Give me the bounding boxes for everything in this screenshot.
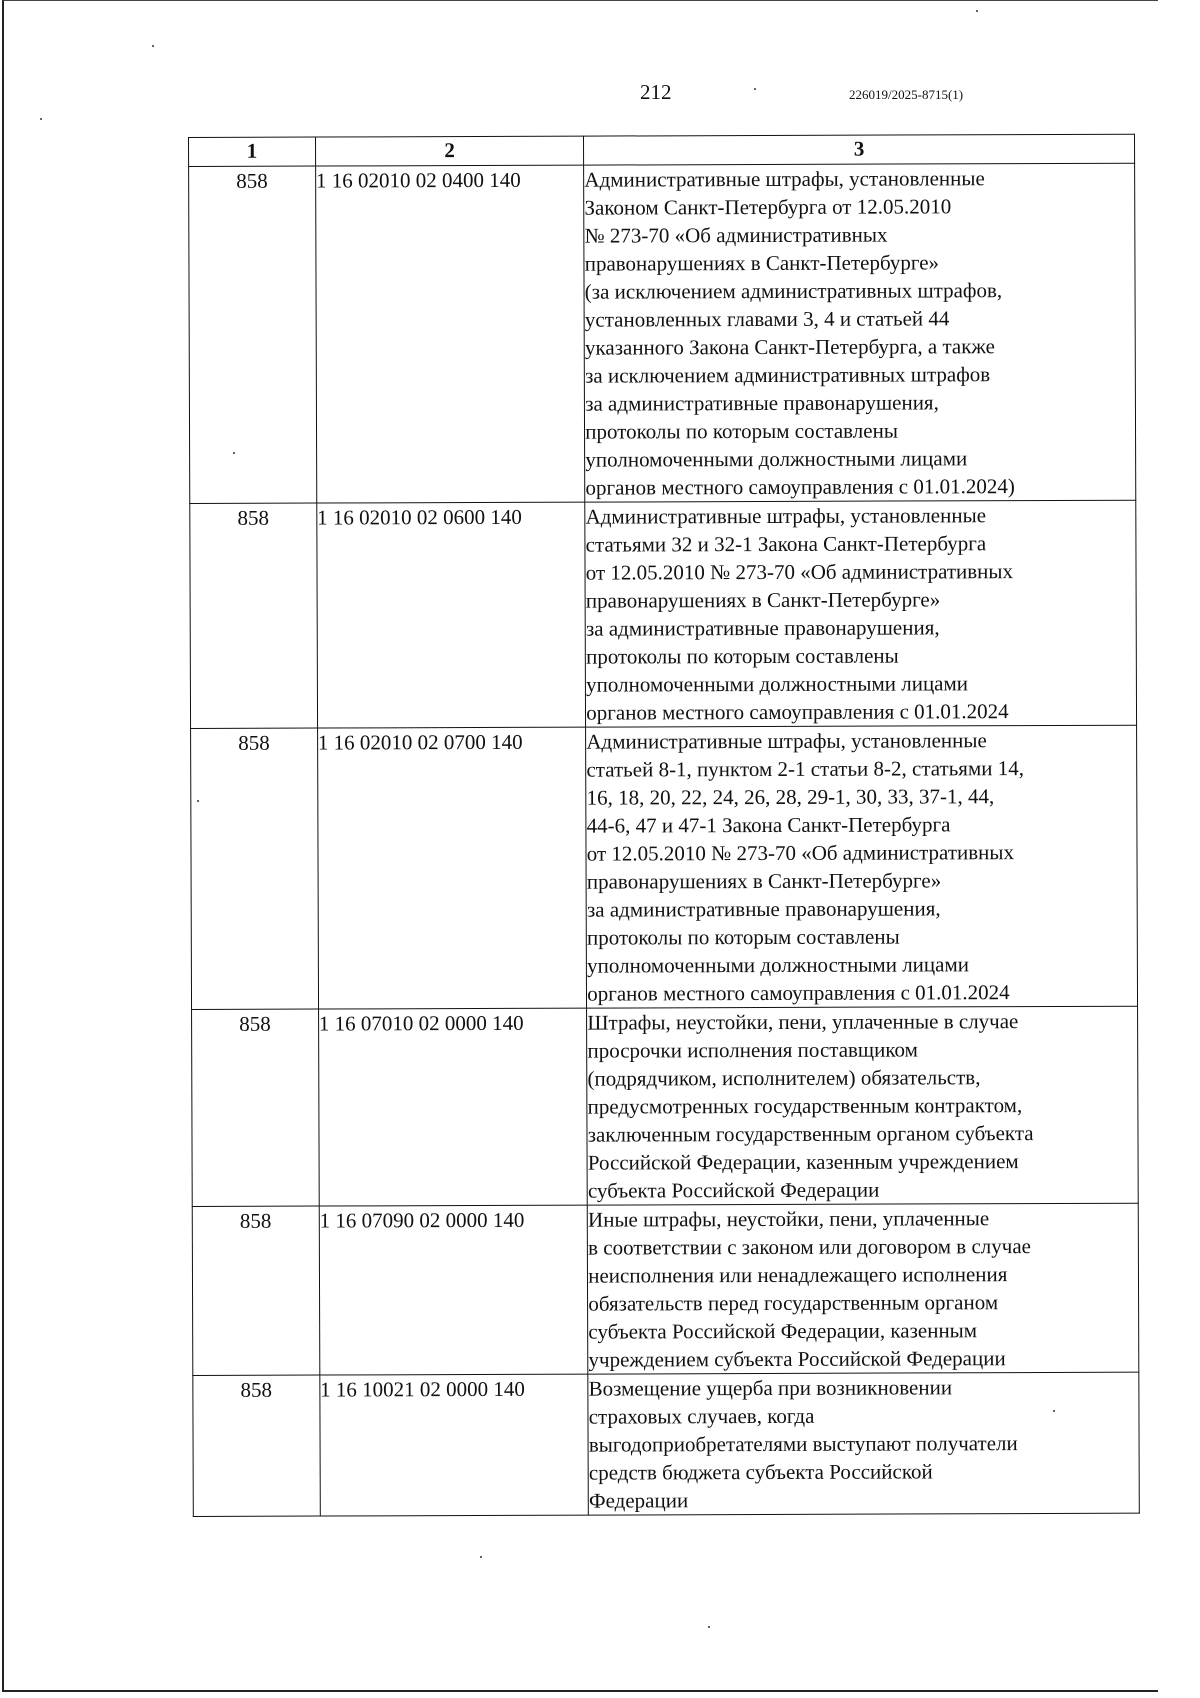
table-row (192, 1006, 1139, 1206)
description-line: заключенным государственным органом субъекта (587, 1121, 1034, 1147)
description-line: Административные штрафы, установленные (584, 166, 985, 192)
page-number: 212 (640, 80, 672, 104)
document-reference: 226019/2025-8715(1) (849, 87, 964, 102)
description-line: протоколы по которым составлены (586, 924, 900, 950)
description-line: 44-6, 47 и 47-1 Закона Санкт-Петербурга (586, 812, 951, 838)
column-header: 2 (315, 136, 584, 166)
description-line: (за исключением административных штрафов, (584, 278, 1003, 304)
description-line: № 273-70 «Об административных (584, 222, 888, 248)
table-row (193, 1372, 1139, 1516)
scan-speck (708, 1626, 710, 1628)
budget-code-cell: 1 16 02010 02 0700 140 (317, 727, 586, 1009)
description-line: за исключением административных штрафов (585, 362, 991, 388)
table-row (191, 725, 1138, 1009)
description-line: за административные правонарушения, (585, 615, 940, 641)
description-line: от 12.05.2010 № 273-70 «Об административных (586, 840, 1015, 866)
description-line: правонарушениях в Санкт-Петербурге» (586, 868, 942, 894)
description-line: (подрядчиком, исполнителем) обязательств, (587, 1065, 981, 1091)
table-row (190, 500, 1137, 728)
scan-speck (480, 1556, 482, 1558)
description-line: страховых случаев, когда (588, 1403, 815, 1429)
description-line: статьями 32 и 32-1 Закона Санкт-Петербурга (585, 531, 987, 557)
admin-code-cell: 858 (192, 1206, 319, 1375)
description-line: статьей 8-1, пунктом 2-1 статьи 8-2, статьями 14, (586, 756, 1024, 782)
description-line: просрочки исполнения поставщиком (587, 1037, 918, 1063)
description-line: указанного Закона Санкт-Петербурга, а также (584, 334, 995, 360)
budget-code-cell: 1 16 10021 02 0000 140 (320, 1374, 589, 1516)
description-line: предусмотренных государственным контрактом, (587, 1093, 1023, 1119)
description-cell (585, 500, 1137, 727)
admin-code-cell: 858 (189, 166, 317, 503)
description-line: Федерации (588, 1488, 689, 1513)
description-line: средств бюджета субъекта Российской (588, 1459, 933, 1485)
description-line: Российской Федерации, казенным учреждением (587, 1149, 1019, 1175)
description-line: за административные правонарушения, (586, 896, 941, 922)
description-line: учреждением субъекта Российской Федерации (588, 1346, 1006, 1372)
admin-code-cell: 858 (193, 1375, 320, 1516)
description-line: обязательств перед государственным органом (588, 1290, 999, 1316)
description-line: неисполнения или ненадлежащего исполнения (588, 1262, 1008, 1288)
description-cell (588, 1372, 1139, 1515)
admin-code-cell: 858 (190, 503, 318, 728)
description-line: правонарушениях в Санкт-Петербурге» (585, 587, 941, 613)
description-line: уполномоченными должностными лицами (586, 671, 969, 697)
description-line: уполномоченными должностными лицами (585, 446, 968, 472)
description-cell (587, 1006, 1138, 1205)
column-header: 1 (189, 137, 316, 166)
budget-code-cell: 1 16 07090 02 0000 140 (319, 1205, 588, 1375)
description-line: от 12.05.2010 № 273-70 «Об административных (585, 559, 1014, 585)
scan-speck (152, 45, 154, 47)
budget-classification-table (188, 134, 1140, 1517)
description-line: за административные правонарушения, (585, 390, 939, 416)
description-line: органов местного самоуправления с 01.01.2024) (585, 474, 1015, 500)
table-row (192, 1203, 1139, 1375)
description-line: Возмещение ущерба при возникновении (588, 1375, 953, 1401)
description-line: органов местного самоуправления с 01.01.2024 (587, 980, 1010, 1006)
description-line: уполномоченными должностными лицами (587, 952, 970, 978)
description-cell (587, 1203, 1138, 1374)
description-line: органов местного самоуправления с 01.01.2024 (586, 699, 1009, 725)
description-line: Административные штрафы, установленные (586, 728, 987, 754)
description-line: протоколы по которым составлены (585, 418, 898, 444)
description-line: установленных главами 3, 4 и статьей 44 (584, 306, 950, 332)
scan-speck (754, 88, 756, 90)
description-line: протоколы по которым составлены (586, 643, 899, 669)
description-cell (586, 725, 1138, 1008)
table-row (189, 163, 1136, 503)
scan-speck (40, 118, 42, 120)
description-cell (584, 163, 1136, 502)
description-line: Административные штрафы, установленные (585, 503, 987, 529)
admin-code-cell: 858 (191, 728, 319, 1009)
table-header-row (189, 134, 1135, 166)
description-line: в соответствии с законом или договором в случае (588, 1234, 1031, 1260)
column-header: 3 (584, 134, 1135, 165)
description-line: выгодоприобретателями выступают получатели (588, 1431, 1018, 1457)
description-line: Иные штрафы, неустойки, пени, уплаченные (587, 1206, 990, 1232)
description-line: правонарушениях в Санкт-Петербурге» (584, 250, 940, 276)
budget-code-cell: 1 16 02010 02 0400 140 (315, 165, 585, 503)
description-line: 16, 18, 20, 22, 24, 26, 28, 29-1, 30, 33, 37-1, 44, (586, 784, 995, 810)
budget-code-cell: 1 16 02010 02 0600 140 (317, 502, 586, 728)
description-line: субъекта Российской Федерации (587, 1177, 880, 1203)
admin-code-cell: 858 (192, 1009, 319, 1206)
description-line: Штрафы, неустойки, пени, уплаченные в случае (587, 1009, 1019, 1035)
scan-speck (976, 10, 978, 12)
description-line: субъекта Российской Федерации, казенным (588, 1318, 978, 1344)
description-line: Законом Санкт-Петербурга от 12.05.2010 (584, 194, 952, 220)
budget-code-cell: 1 16 07010 02 0000 140 (318, 1008, 587, 1206)
